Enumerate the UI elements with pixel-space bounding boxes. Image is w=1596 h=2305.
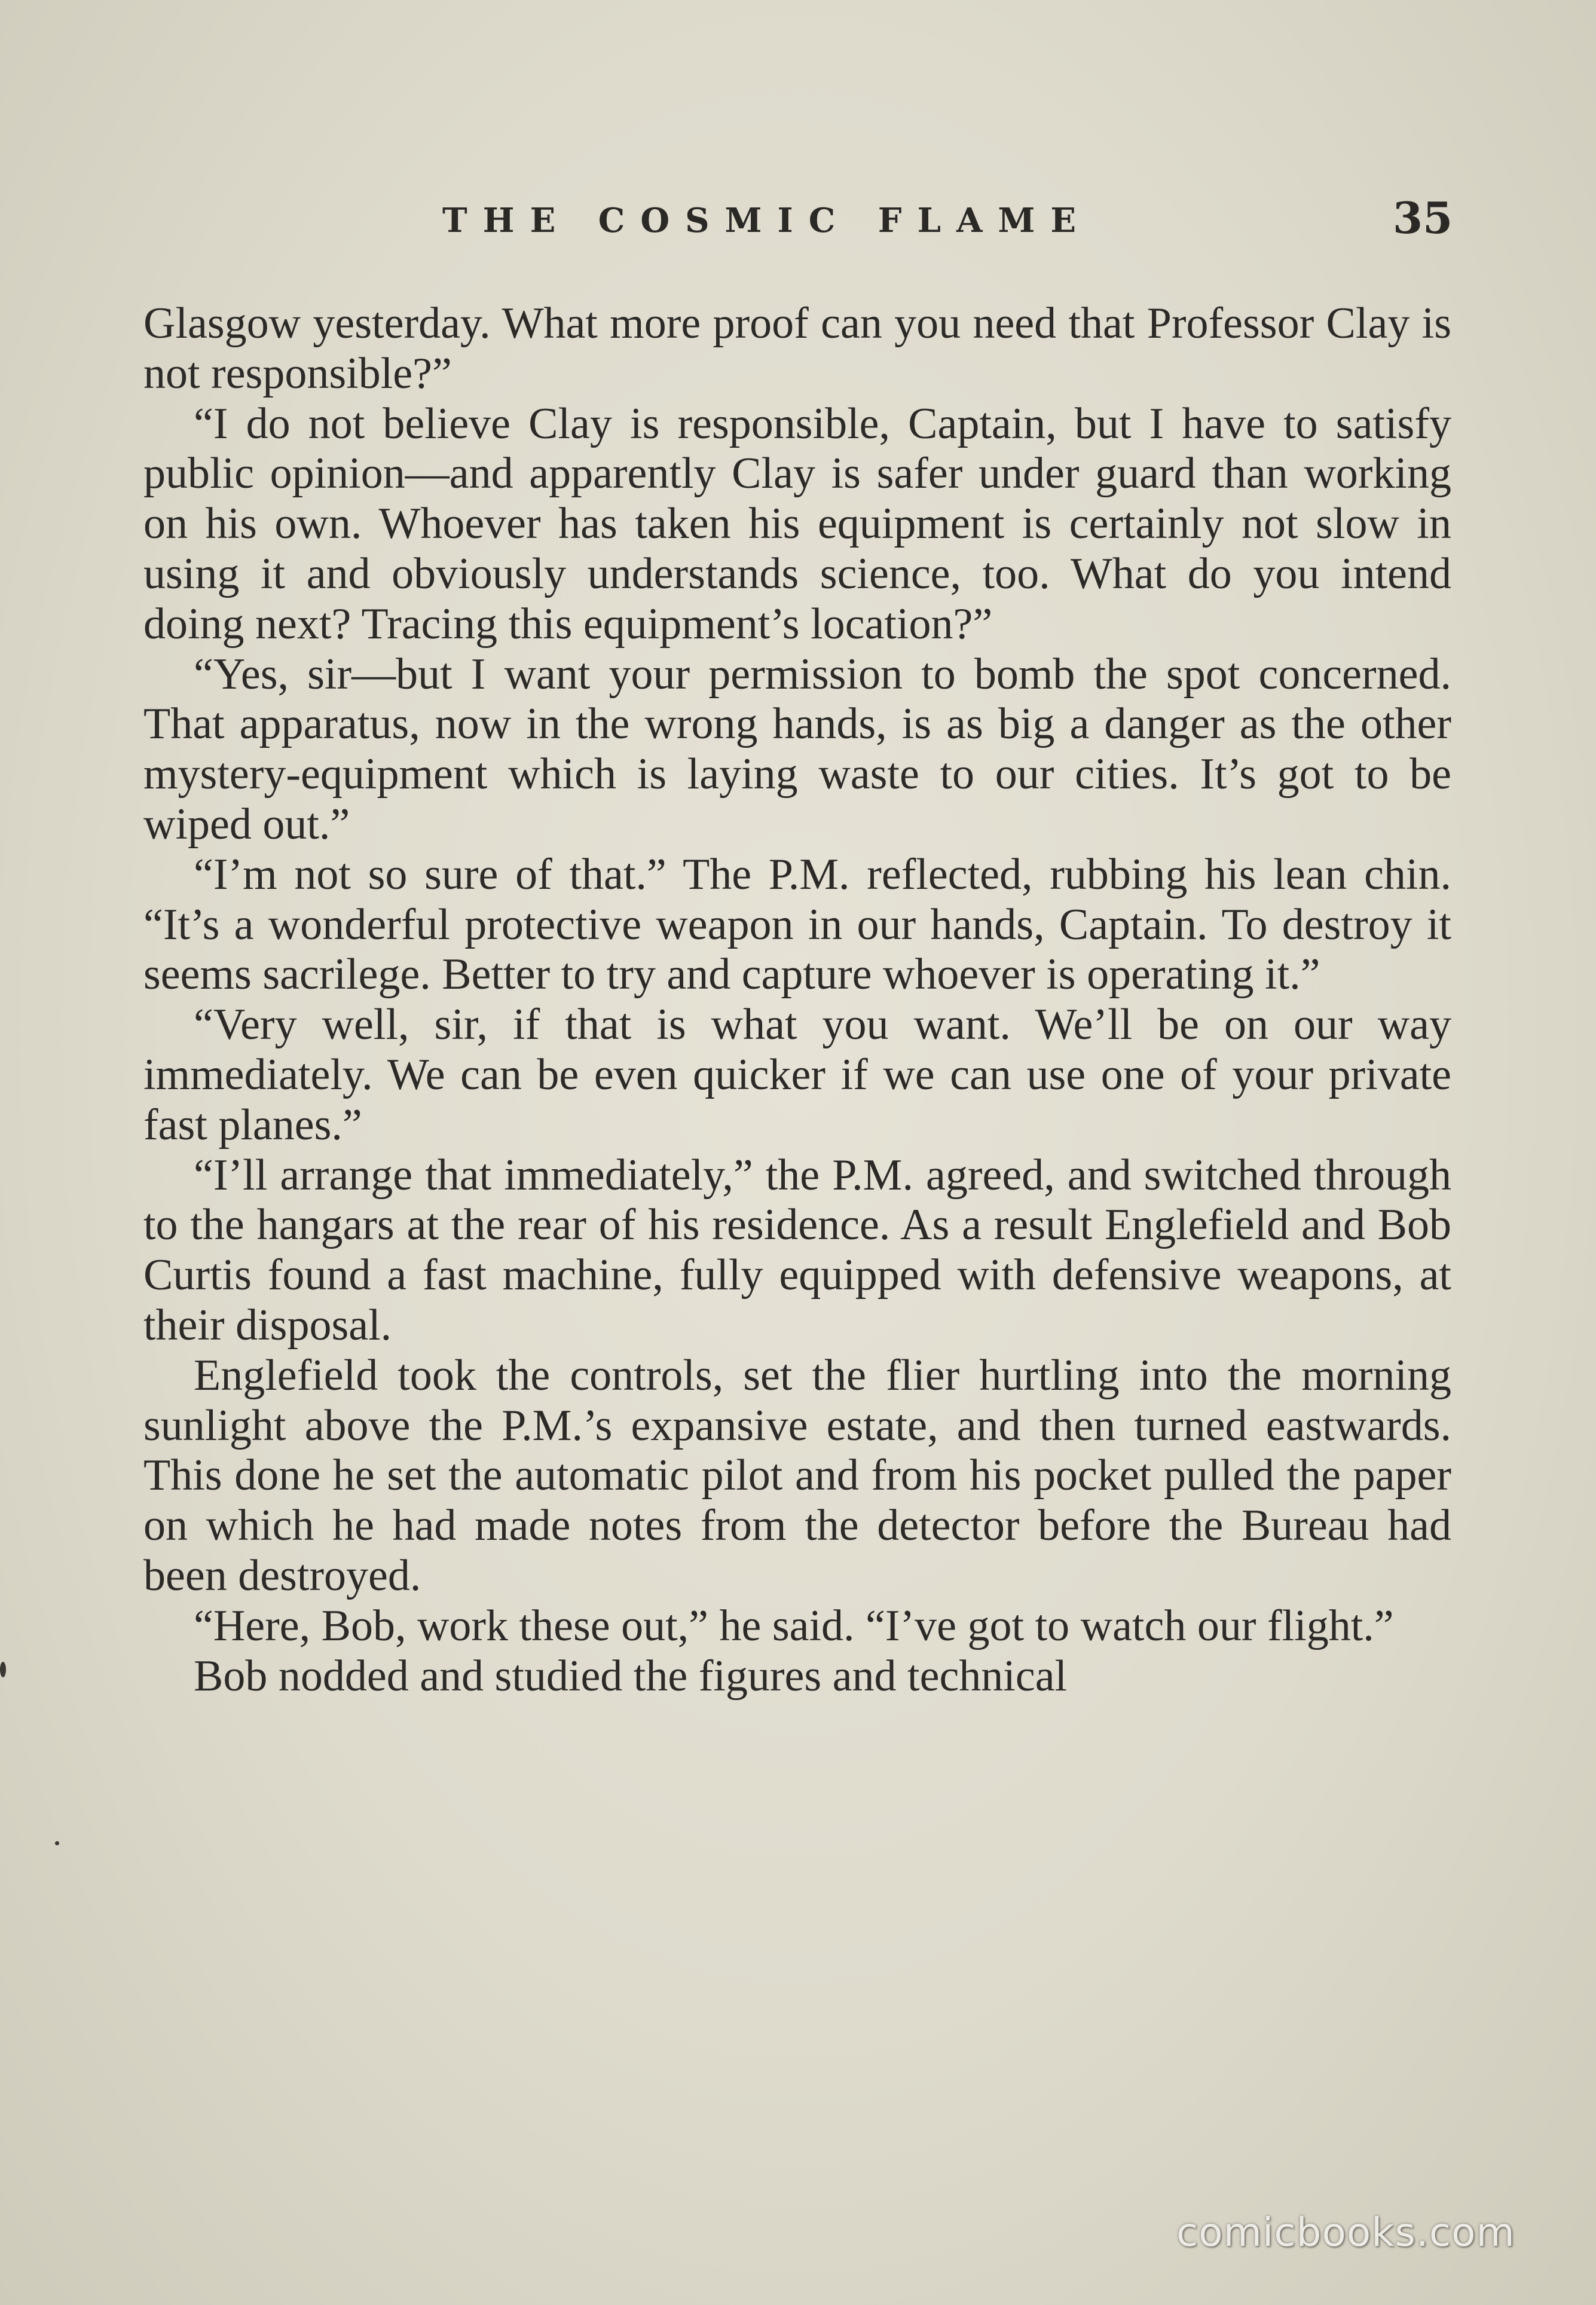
paragraph-4: “I’m not so sure of that.” The P.M. reflected, rubbing his lean chin. “It’s a wonderful protective weapon in our hands, Captain. To destroy it seems sacrilege. Better to try and capture whoever is operating it.” [143, 849, 1451, 999]
binding-mark [0, 1662, 6, 1677]
margin-speck [55, 1841, 59, 1845]
body-text [143, 299, 1451, 1701]
paragraph-9: Bob nodded and studied the figures and technical [194, 1651, 1068, 1701]
paragraph-6: “I’ll arrange that immediately,” the P.M. agreed, and switched through to the hangars at the rear of his residence. As a result Englefield and Bob Curtis found a fast machine, fully equipped with defensive weapons, at their disposal. [143, 1150, 1451, 1350]
paragraph-1: Glasgow yesterday. What more proof can you need that Professor Clay is not responsible?” [143, 299, 1451, 398]
running-head [0, 192, 1596, 258]
paragraph-3: “Yes, sir—but I want your permission to bomb the spot concerned. That apparatus, now in the wrong hands, is as big a danger as the other mystery-equipment which is laying waste to our cities. It’s got to be wiped out.” [143, 649, 1451, 849]
page-number: 35 [1393, 192, 1453, 243]
running-title: THE COSMIC FLAME [442, 201, 1092, 240]
watermark: comicbooks.com [1176, 2209, 1515, 2255]
paragraph-2: “I do not believe Clay is responsible, Captain, but I have to satisfy public opinion—and apparently Clay is safer under guard than working on his own. Whoever has taken his equipment is certainly not slow in using it and obviously understands science, too. What do you intend doing next? Tracing this equipment’s location?” [143, 399, 1451, 649]
paragraph-8: “Here, Bob, work these out,” he said. “I’ve got to watch our flight.” [194, 1601, 1394, 1650]
paragraph-5: “Very well, sir, if that is what you want. We’ll be on our way immediately. We can be even quicker if we can use one of your private fast planes.” [143, 1000, 1451, 1150]
paragraph-7: Englefield took the controls, set the flier hurtling into the morning sunlight above the P.M.’s expansive estate, and then turned eastwards. This done he set the automatic pilot and from his pocket pulled the paper on which he had made notes from the detector before the Bureau had been destroyed. [143, 1350, 1451, 1600]
